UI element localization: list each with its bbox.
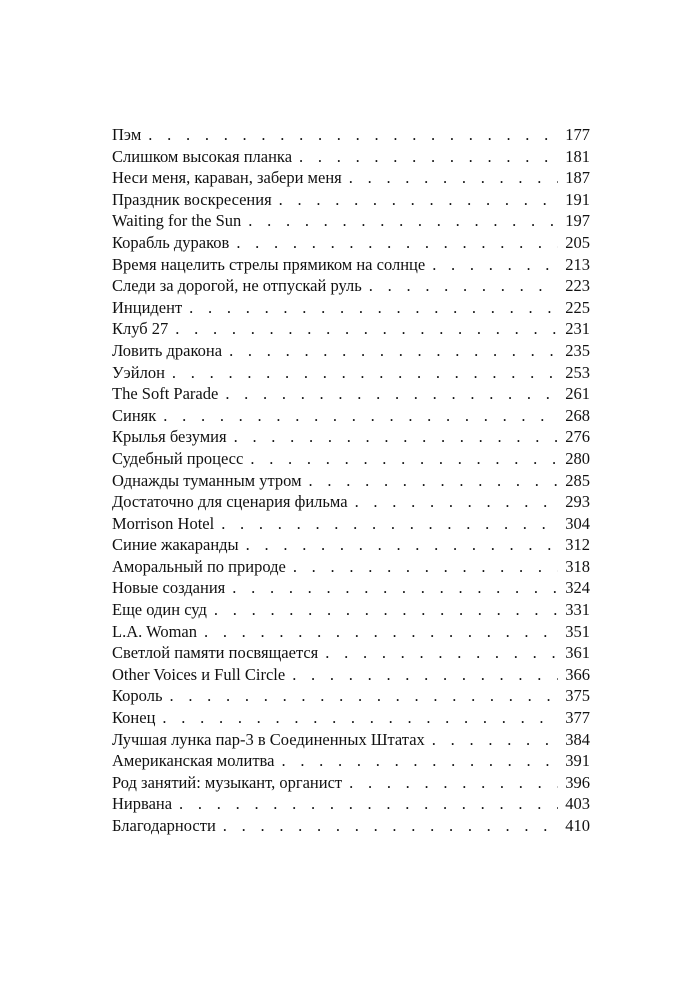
toc-entry-title: Американская молитва	[112, 751, 275, 771]
dot-leader	[148, 124, 558, 146]
toc-entry-page: 280	[565, 448, 590, 468]
toc-entry	[112, 513, 590, 535]
dot-leader	[293, 556, 558, 578]
toc-entry-page: 351	[565, 621, 590, 641]
toc-entry-page: 187	[565, 168, 590, 188]
toc-entry	[112, 491, 590, 513]
toc-entry	[112, 405, 590, 427]
toc-entry	[112, 254, 590, 276]
toc-entry	[112, 340, 590, 362]
toc-entry	[112, 599, 590, 621]
dot-leader	[175, 318, 558, 340]
dot-leader	[223, 815, 558, 837]
toc-entry-page: 285	[565, 470, 590, 490]
toc-entry	[112, 448, 590, 470]
toc-entry-page: 213	[565, 254, 590, 274]
toc-entry-title: Благодарности	[112, 816, 216, 835]
toc-entry-page: 384	[565, 729, 590, 749]
toc-entry	[112, 642, 590, 664]
dot-leader	[236, 232, 558, 254]
toc-entry-page: 197	[565, 211, 590, 231]
dot-leader	[214, 599, 558, 621]
toc-entry-page: 253	[565, 362, 590, 382]
toc-entry	[112, 146, 590, 168]
dot-leader	[250, 448, 558, 470]
toc-entry-page: 304	[565, 513, 590, 533]
toc-entry	[112, 685, 590, 707]
toc-entry-page: 318	[565, 556, 590, 576]
dot-leader	[234, 426, 558, 448]
dot-leader	[325, 642, 558, 664]
toc-entry-page: 191	[565, 189, 590, 209]
toc-entry	[112, 362, 590, 384]
toc-entry-page: 276	[565, 427, 590, 447]
toc-entry-page: 366	[565, 664, 590, 684]
toc-entry-title: L.A. Woman	[112, 621, 197, 641]
toc-entry-page: 324	[565, 578, 590, 598]
toc-entry	[112, 124, 590, 146]
toc-entry-title: Еще один суд	[112, 600, 207, 620]
toc-entry-title: Клуб 27	[112, 319, 169, 339]
toc-entry-title: Инцидент	[112, 297, 183, 317]
toc-entry-page: 410	[565, 816, 590, 835]
toc-entry-title: Неси меня, караван, забери меня	[112, 168, 342, 188]
toc-entry-page: 261	[565, 384, 590, 404]
toc-entry	[112, 297, 590, 319]
toc-entry-page: 361	[565, 643, 590, 663]
toc-entry-page: 268	[565, 405, 590, 425]
toc-entry-title: Other Voices и Full Circle	[112, 664, 286, 684]
toc-entry	[112, 707, 590, 729]
toc-entry-page: 396	[565, 772, 590, 792]
dot-leader	[221, 513, 558, 535]
toc-entry	[112, 793, 590, 815]
toc-entry-title: Светлой памяти посвящается	[112, 643, 319, 663]
toc-entry-title: Корабль дураков	[112, 232, 230, 252]
toc-entry-title: Лучшая лунка пар-3 в Соединенных Штатах	[112, 729, 425, 749]
toc-entry-title: Конец	[112, 708, 156, 728]
toc-entry-title: Следи за дорогой, не отпускай руль	[112, 276, 362, 296]
toc-entry-title: Крылья безумия	[112, 427, 227, 447]
dot-leader	[172, 362, 558, 384]
toc-entry-page: 377	[565, 708, 590, 728]
toc-entry	[112, 621, 590, 643]
toc-entry	[112, 772, 590, 794]
toc-entry-page: 235	[565, 340, 590, 360]
toc-entry	[112, 426, 590, 448]
dot-leader	[225, 383, 558, 405]
toc-entry	[112, 383, 590, 405]
dot-leader	[349, 167, 558, 189]
dot-leader	[299, 146, 558, 168]
toc-entry	[112, 189, 590, 211]
toc-entry-title: Судебный процесс	[112, 448, 244, 468]
toc-entry	[112, 470, 590, 492]
toc-entry-page: 181	[565, 146, 590, 166]
toc-entry-page: 231	[565, 319, 590, 339]
toc-entry-title: Достаточно для сценария фильма	[112, 492, 348, 512]
toc-entry-title: Время нацелить стрелы прямиком на солнце	[112, 254, 426, 274]
dot-leader	[169, 685, 558, 707]
toc-entry-title: Пэм	[112, 125, 142, 144]
toc-entry	[112, 556, 590, 578]
toc-entry-page: 403	[565, 794, 590, 814]
toc-entry-title: Однажды туманным утром	[112, 470, 302, 490]
toc-entry	[112, 275, 590, 297]
toc-entry-title: Синяк	[112, 405, 157, 425]
dot-leader	[349, 772, 558, 794]
dot-leader	[432, 729, 558, 751]
dot-leader	[246, 534, 558, 556]
dot-leader	[204, 621, 558, 643]
toc-entry-title: Синие жакаранды	[112, 535, 239, 555]
dot-leader	[355, 491, 558, 513]
toc-entry-title: Ловить дракона	[112, 340, 223, 360]
toc-entry-title: Аморальный по природе	[112, 556, 286, 576]
toc-entry-title: Уэйлон	[112, 362, 165, 382]
dot-leader	[432, 254, 558, 276]
toc-entry-title: Waiting for the Sun	[112, 211, 242, 231]
toc-entry-page: 391	[565, 751, 590, 771]
toc-entry	[112, 167, 590, 189]
toc-entry-page: 223	[565, 276, 590, 296]
table-of-contents	[112, 124, 590, 837]
dot-leader	[279, 189, 558, 211]
dot-leader	[369, 275, 558, 297]
toc-entry-page: 205	[565, 232, 590, 252]
toc-entry	[112, 815, 590, 837]
toc-entry-page: 331	[565, 600, 590, 620]
toc-entry-title: Род занятий: музыкант, органист	[112, 772, 343, 792]
toc-entry-page: 225	[565, 297, 590, 317]
dot-leader	[163, 405, 558, 427]
toc-entry	[112, 210, 590, 232]
toc-entry-title: The Soft Parade	[112, 384, 219, 404]
toc-entry-title: Новые создания	[112, 578, 226, 598]
dot-leader	[248, 210, 558, 232]
toc-entry-title: Слишком высокая планка	[112, 146, 293, 166]
toc-entry	[112, 577, 590, 599]
toc-entry-page: 293	[565, 492, 590, 512]
toc-entry	[112, 534, 590, 556]
dot-leader	[309, 470, 558, 492]
toc-entry-page: 177	[565, 125, 590, 144]
toc-entry-page: 312	[565, 535, 590, 555]
toc-entry-title: Король	[112, 686, 163, 706]
toc-entry-title: Праздник воскресения	[112, 189, 272, 209]
dot-leader	[281, 750, 558, 772]
dot-leader	[229, 340, 558, 362]
dot-leader	[179, 793, 558, 815]
toc-entry	[112, 729, 590, 751]
dot-leader	[162, 707, 558, 729]
toc-entry-title: Morrison Hotel	[112, 513, 215, 533]
toc-entry-title: Нирвана	[112, 794, 173, 814]
toc-entry	[112, 664, 590, 686]
dot-leader	[189, 297, 558, 319]
toc-entry-page: 375	[565, 686, 590, 706]
toc-entry	[112, 318, 590, 340]
toc-entry	[112, 750, 590, 772]
toc-entry	[112, 232, 590, 254]
dot-leader	[292, 664, 558, 686]
dot-leader	[232, 577, 558, 599]
